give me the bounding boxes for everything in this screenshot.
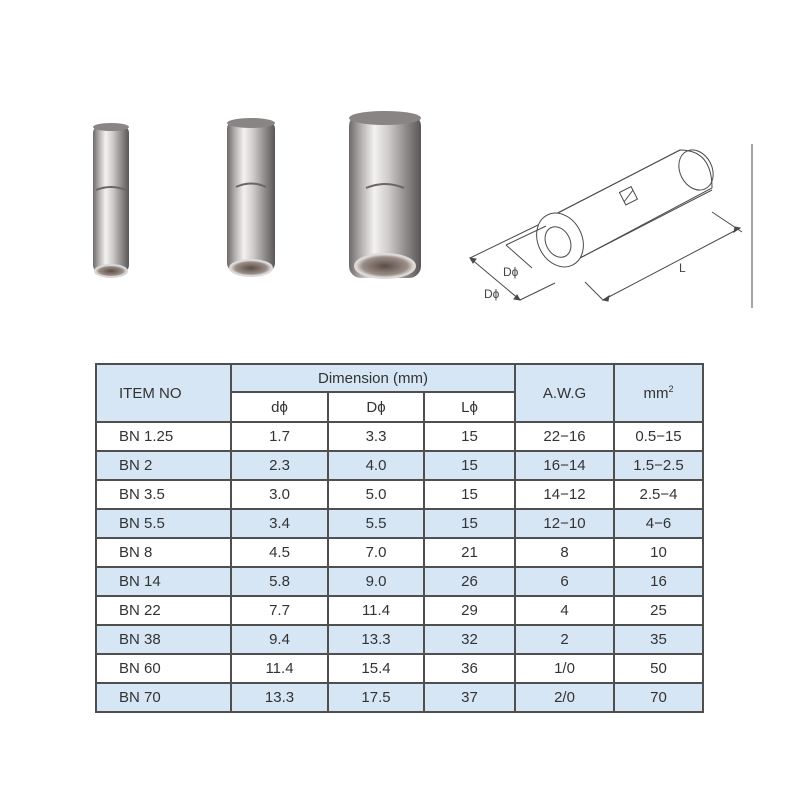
table-row (96, 480, 703, 509)
cell-item: BN 70 (96, 683, 231, 712)
large-butt-connector-photo (349, 111, 421, 278)
cell-d: 4.5 (231, 538, 328, 567)
cell-mm2: 0.5−15 (614, 422, 703, 451)
cell-d: 3.0 (231, 480, 328, 509)
cell-mm2: 50 (614, 654, 703, 683)
cell-d: 13.3 (231, 683, 328, 712)
cell-d: 5.8 (231, 567, 328, 596)
table-row (96, 683, 703, 712)
cell-l: 36 (424, 654, 515, 683)
header-dimension: Dimension (mm) (231, 364, 515, 392)
cell-l: 15 (424, 480, 515, 509)
cell-l: 15 (424, 422, 515, 451)
cell-l: 32 (424, 625, 515, 654)
cell-d: 11.4 (231, 654, 328, 683)
header-awg: A.W.G (515, 364, 614, 422)
cell-d: 9.4 (231, 625, 328, 654)
medium-butt-connector-photo (227, 118, 275, 276)
table-row (96, 654, 703, 683)
cell-item: BN 8 (96, 538, 231, 567)
cell-mm2: 35 (614, 625, 703, 654)
table-row (96, 596, 703, 625)
cell-item: BN 3.5 (96, 480, 231, 509)
header-item-no: ITEM NO (96, 364, 231, 422)
cell-awg: 8 (515, 538, 614, 567)
table-row (96, 422, 703, 451)
cell-d: 2.3 (231, 451, 328, 480)
cell-mm2: 25 (614, 596, 703, 625)
cell-item: BN 38 (96, 625, 231, 654)
cell-awg: 2 (515, 625, 614, 654)
dimension-drawing (470, 144, 752, 308)
table-row (96, 509, 703, 538)
cell-mm2: 1.5−2.5 (614, 451, 703, 480)
cell-mm2: 10 (614, 538, 703, 567)
cell-l: 15 (424, 451, 515, 480)
cell-mm2: 16 (614, 567, 703, 596)
cell-d: 3.4 (231, 509, 328, 538)
specification-table (95, 363, 704, 713)
cell-d: 7.0 (328, 538, 424, 567)
cell-d: 13.3 (328, 625, 424, 654)
cell-item: BN 2 (96, 451, 231, 480)
cell-awg: 12−10 (515, 509, 614, 538)
cell-awg: 1/0 (515, 654, 614, 683)
cell-l: 15 (424, 509, 515, 538)
cell-d: 17.5 (328, 683, 424, 712)
cell-item: BN 60 (96, 654, 231, 683)
cell-item: BN 5.5 (96, 509, 231, 538)
cell-l: 21 (424, 538, 515, 567)
cell-d: 3.3 (328, 422, 424, 451)
length-label: L (679, 261, 686, 275)
cell-d: 9.0 (328, 567, 424, 596)
cell-awg: 14−12 (515, 480, 614, 509)
cell-l: 26 (424, 567, 515, 596)
header-outer-diameter: Dϕ (328, 392, 424, 422)
table-row (96, 451, 703, 480)
cell-item: BN 14 (96, 567, 231, 596)
cell-awg: 16−14 (515, 451, 614, 480)
inner-diameter-label: Dϕ (503, 265, 519, 279)
table-row (96, 538, 703, 567)
table-body (96, 422, 703, 712)
cell-awg: 22−16 (515, 422, 614, 451)
cell-item: BN 22 (96, 596, 231, 625)
cell-mm2: 70 (614, 683, 703, 712)
outer-diameter-label: Dϕ (484, 287, 500, 301)
cell-d: 11.4 (328, 596, 424, 625)
cell-awg: 6 (515, 567, 614, 596)
product-photo-area (0, 0, 800, 340)
cell-item: BN 1.25 (96, 422, 231, 451)
cell-d: 1.7 (231, 422, 328, 451)
cell-d: 5.0 (328, 480, 424, 509)
cell-awg: 4 (515, 596, 614, 625)
cell-awg: 2/0 (515, 683, 614, 712)
header-mm2: $mm^2$ (614, 364, 703, 422)
table-row (96, 625, 703, 654)
cell-d: 4.0 (328, 451, 424, 480)
cell-d: 15.4 (328, 654, 424, 683)
table-row (96, 567, 703, 596)
product-illustration (0, 0, 800, 340)
cell-mm2: 4−6 (614, 509, 703, 538)
cell-d: 7.7 (231, 596, 328, 625)
small-butt-connector-photo (93, 123, 129, 277)
header-inner-diameter: dϕ (231, 392, 328, 422)
cell-mm2: 2.5−4 (614, 480, 703, 509)
cell-l: 37 (424, 683, 515, 712)
cell-l: 29 (424, 596, 515, 625)
header-length: Lϕ (424, 392, 515, 422)
cell-d: 5.5 (328, 509, 424, 538)
